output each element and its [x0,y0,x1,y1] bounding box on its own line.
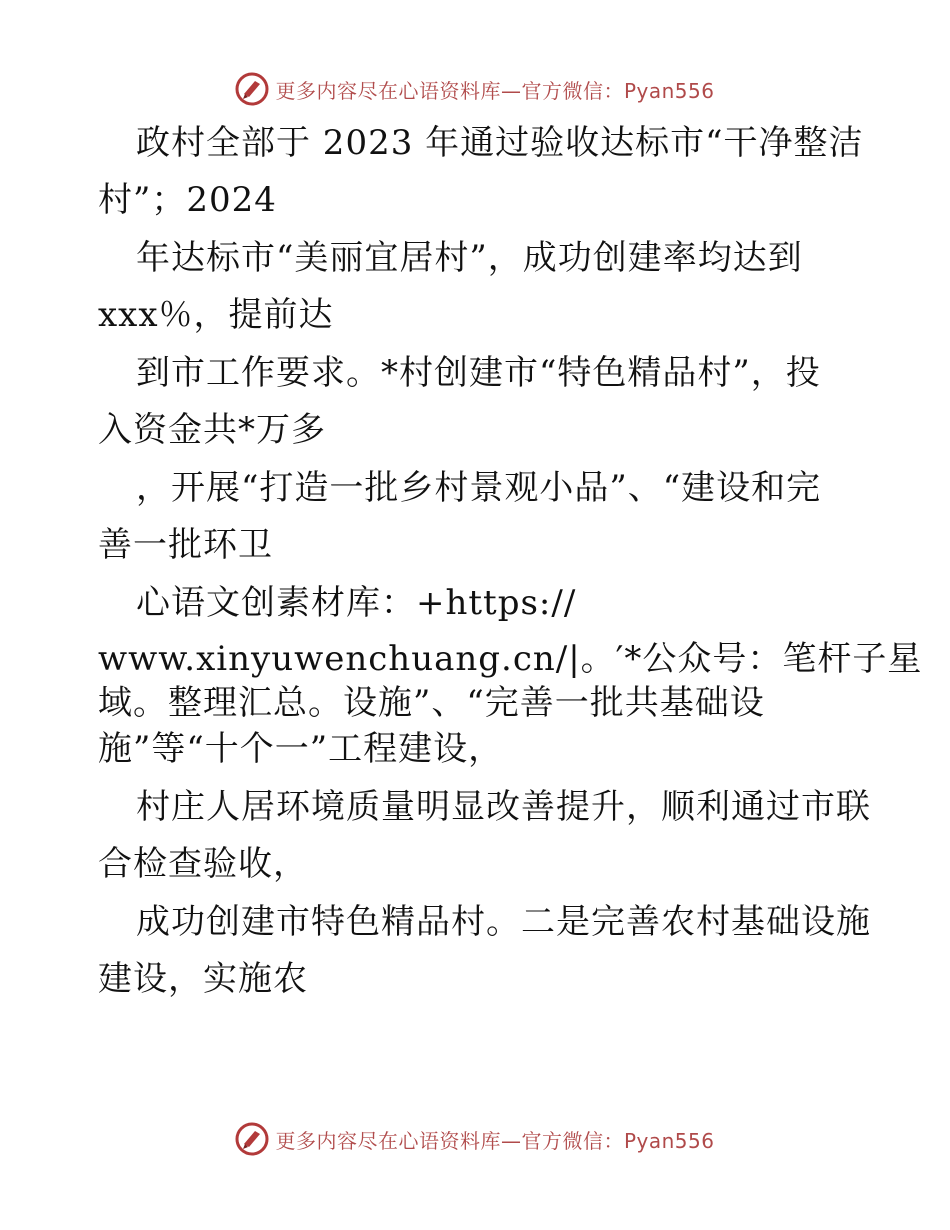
paragraph-line: 合检查验收， [98,844,308,884]
footer-watermark-banner [0,1122,950,1156]
paragraph-line: 域。整理汇总。设施”、“完善一批共基础设 [98,683,765,723]
paragraph-line: 建设，实施农 [98,959,308,999]
document-body [98,123,923,999]
brand-logo-icon [235,72,269,106]
watermark-text: 更多内容尽在心语资料库—官方微信：Pyan556 [275,1128,715,1153]
paragraph-line: 政村全部于 2023 年通过验收达标市“干净整洁 [136,123,864,163]
paragraph-line: 心语文创素材库：+https:// [136,583,577,623]
paragraph-line: xxx％，提前达 [98,295,334,335]
paragraph-line: 善一批环卫 [98,525,273,565]
paragraph-line: ，开展“打造一批乡村景观小品”、“建设和完 [136,468,822,508]
paragraph-line: 施”等“十个一”工程建设， [98,729,504,769]
paragraph-line: 入资金共*万多 [98,410,326,450]
paragraph-line: 成功创建市特色精品村。二是完善农村基础设施 [136,902,871,942]
paragraph-line: www.xinyuwenchuang.cn/|。′*公众号：笔杆子星 [98,639,923,679]
paragraph-line: 到市工作要求。*村创建市“特色精品村”，投 [136,353,821,393]
paragraph-line: 村”；2024 [98,180,277,220]
header-watermark-banner [0,72,950,106]
watermark-text: 更多内容尽在心语资料库—官方微信：Pyan556 [275,78,715,103]
paragraph-line: 村庄人居环境质量明显改善提升，顺利通过市联 [136,787,871,827]
paragraph-line: 年达标市“美丽宜居村”，成功创建率均达到 [136,238,803,278]
brand-logo-icon [235,1122,269,1156]
